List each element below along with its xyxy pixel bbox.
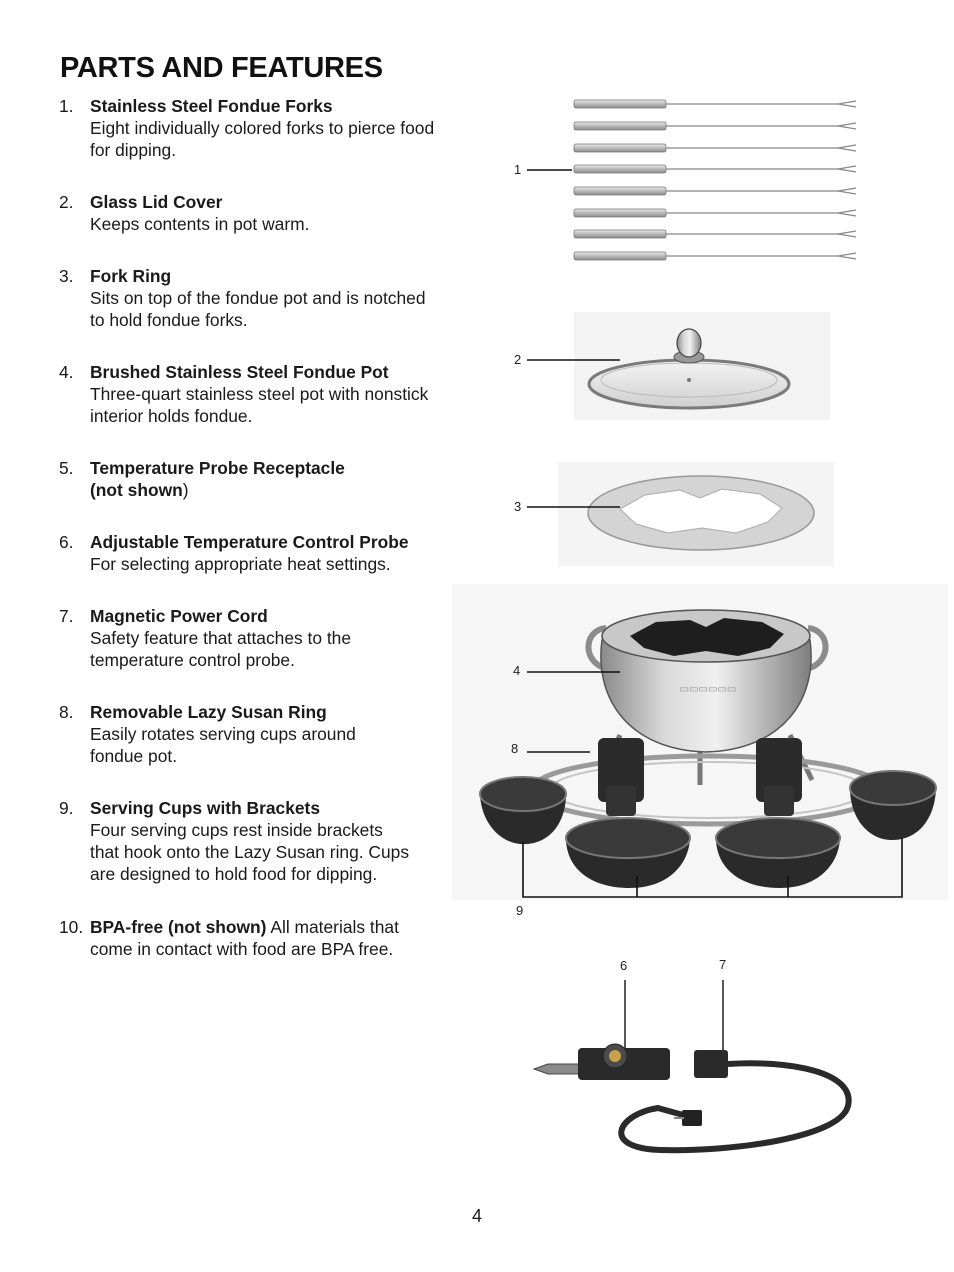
item-number: 6.: [59, 532, 74, 552]
callout-label-2: 2: [514, 352, 522, 367]
item-desc-line: interior holds fondue.: [90, 406, 253, 426]
temperature-probe: [534, 1044, 670, 1080]
item-desc-line: to hold fondue forks.: [90, 310, 248, 330]
item-desc-line: For selecting appropriate heat settings.: [90, 554, 391, 574]
page-title: PARTS AND FEATURES: [60, 52, 383, 84]
item-number: 9.: [59, 798, 74, 818]
item-heading: Fork Ring: [90, 266, 172, 286]
item-desc-line: Sits on top of the fondue pot and is notched: [90, 288, 426, 308]
fork: [574, 252, 856, 260]
item-desc-inline: All materials that: [266, 917, 399, 937]
item-desc-line: Eight individually colored forks to pierce food: [90, 118, 435, 138]
item-desc-line: temperature control probe.: [90, 650, 295, 670]
item-desc-line: Safety feature that attaches to the: [90, 628, 352, 648]
fork: [574, 230, 856, 238]
glass-lid: [574, 312, 830, 420]
item-number: 3.: [59, 266, 74, 286]
item-desc-line: Four serving cups rest inside brackets: [90, 820, 383, 840]
item-desc-line: Three-quart stainless steel pot with nonstick: [90, 384, 429, 404]
callout-label-9: 9: [516, 903, 524, 918]
fork: [574, 187, 856, 195]
item-desc-line: Easily rotates serving cups around: [90, 724, 356, 744]
item-heading-note: (not shown: [90, 480, 183, 500]
item-desc-line: Keeps contents in pot warm.: [90, 214, 310, 234]
item-heading: Brushed Stainless Steel Fondue Pot: [90, 362, 389, 382]
item-number: 1.: [59, 96, 74, 116]
item-number: 8.: [59, 702, 74, 722]
item-heading: Stainless Steel Fondue Forks: [90, 96, 333, 116]
callout-label-3: 3: [514, 499, 522, 514]
item-desc-line: that hook onto the Lazy Susan ring. Cups: [90, 842, 410, 862]
item-number: 10.: [59, 917, 84, 937]
fondue-forks: [574, 100, 856, 260]
item-number: 2.: [59, 192, 74, 212]
fork: [574, 100, 856, 108]
callout-label-1: 1: [514, 162, 522, 177]
item-heading: Glass Lid Cover: [90, 192, 223, 212]
item-number: 7.: [59, 606, 74, 626]
fork: [574, 165, 856, 173]
item-number: 4.: [59, 362, 74, 382]
callout-label-6: 6: [620, 958, 628, 973]
fondue-pot-assembly: [452, 584, 948, 900]
item-desc-line: come in contact with food are BPA free.: [90, 939, 394, 959]
callout-label-7: 7: [719, 957, 727, 972]
page-number: 4: [471, 1206, 482, 1226]
item-heading-note-close: ): [182, 480, 189, 500]
item-heading: BPA-free (not shown): [90, 917, 267, 937]
fork: [574, 122, 856, 130]
item-heading: Adjustable Temperature Control Probe: [90, 532, 409, 552]
item-number: 5.: [59, 458, 74, 478]
item-heading: Magnetic Power Cord: [90, 606, 268, 626]
fork: [574, 144, 856, 152]
callout-label-8: 8: [511, 741, 519, 756]
item-heading: Removable Lazy Susan Ring: [90, 702, 327, 722]
item-desc-line: for dipping.: [90, 140, 177, 160]
fork: [574, 209, 856, 217]
item-desc-line: fondue pot.: [90, 746, 178, 766]
item-heading: Serving Cups with Brackets: [90, 798, 321, 818]
item-heading: Temperature Probe Receptacle: [90, 458, 345, 478]
fork-ring: [558, 462, 834, 566]
callout-label-4: 4: [513, 663, 521, 678]
item-desc-line: are designed to hold food for dipping.: [90, 864, 378, 884]
pot-brand-mark: ▭▭▭▭▭▭: [679, 684, 737, 695]
